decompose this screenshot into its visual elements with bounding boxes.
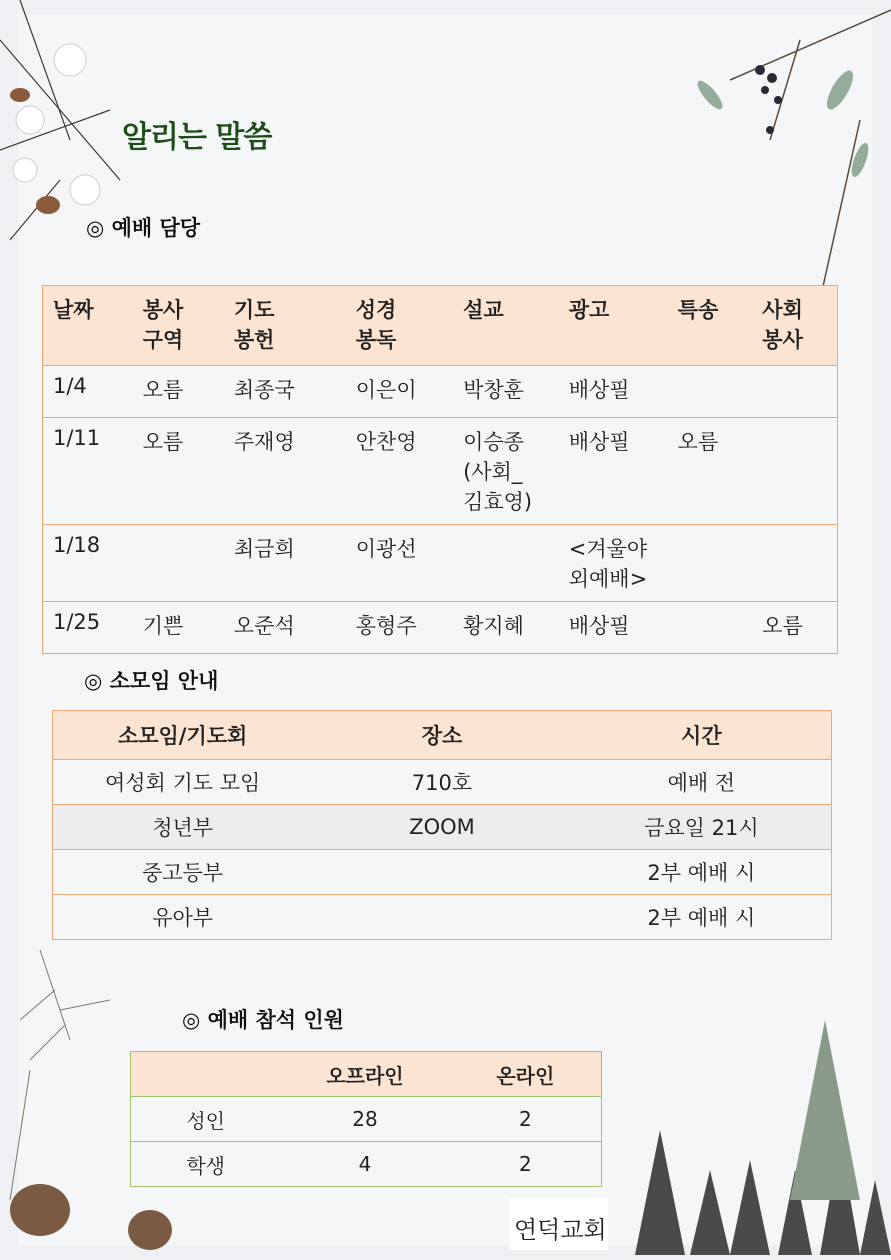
- table-cell: 2부 예배 시: [572, 895, 832, 940]
- table-cell: 2: [450, 1142, 602, 1187]
- column-header: 날짜: [43, 286, 133, 366]
- table-row: [131, 1097, 602, 1142]
- table-row: [53, 760, 832, 805]
- small-groups-table: [52, 710, 832, 940]
- small-groups-heading: ◎ 소모임 안내: [84, 669, 219, 693]
- table-cell: 배상필: [559, 602, 668, 654]
- table-cell: 홍형주: [346, 602, 453, 654]
- table-cell: 박창훈: [453, 366, 559, 418]
- table-cell: 1/11: [43, 418, 133, 525]
- page-title: 알리는 말씀: [122, 120, 272, 155]
- table-cell: 이승종 (사회_ 김효영): [453, 418, 559, 525]
- worship-duty-heading: ◎ 예배 담당: [86, 216, 201, 240]
- pine-trees-icon: [620, 1020, 891, 1260]
- table-cell: [312, 895, 571, 940]
- column-header: 소모임/기도회: [53, 711, 313, 760]
- table-cell: [668, 602, 753, 654]
- berry-branch-icon: [660, 0, 891, 300]
- table-cell: [668, 525, 753, 602]
- table-cell: 오름: [752, 602, 837, 654]
- header-row: [43, 286, 838, 366]
- attendance-table: [130, 1051, 602, 1187]
- column-header: 봉사 구역: [133, 286, 224, 366]
- table-row: [53, 805, 832, 850]
- table-cell: 오름: [133, 366, 224, 418]
- table-cell: 이광선: [346, 525, 453, 602]
- column-header: 성경 봉독: [346, 286, 453, 366]
- table-cell: 안찬영: [346, 418, 453, 525]
- table-cell: 이은이: [346, 366, 453, 418]
- table-cell: 황지혜: [453, 602, 559, 654]
- column-header: 광고: [559, 286, 668, 366]
- table-cell: [312, 850, 571, 895]
- table-cell: 최금희: [224, 525, 346, 602]
- table-cell: 오름: [668, 418, 753, 525]
- table-cell: ZOOM: [312, 805, 571, 850]
- column-header: 온라인: [450, 1052, 602, 1097]
- table-cell: [668, 366, 753, 418]
- table-cell: [752, 418, 837, 525]
- table-cell: 4: [280, 1142, 449, 1187]
- table-cell: 2: [450, 1097, 602, 1142]
- table-cell: 1/18: [43, 525, 133, 602]
- table-cell: 배상필: [559, 366, 668, 418]
- table-row: [43, 418, 838, 525]
- table-cell: 1/4: [43, 366, 133, 418]
- table-cell: 710호: [312, 760, 571, 805]
- table-cell: 유아부: [53, 895, 313, 940]
- logo-text: 연덕교회: [514, 1216, 607, 1244]
- column-header: 특송: [668, 286, 753, 366]
- table-cell: 배상필: [559, 418, 668, 525]
- church-logo: [510, 1198, 608, 1250]
- table-row: [43, 602, 838, 654]
- table-cell: 여성회 기도 모임: [53, 760, 313, 805]
- table-row: [43, 525, 838, 602]
- header-row: [53, 711, 832, 760]
- table-cell: 중고등부: [53, 850, 313, 895]
- column-header: 사회 봉사: [752, 286, 837, 366]
- table-cell: 2부 예배 시: [572, 850, 832, 895]
- table-row: [43, 366, 838, 418]
- column-header: 시간: [572, 711, 832, 760]
- table-cell: 성인: [131, 1097, 281, 1142]
- table-row: [131, 1142, 602, 1187]
- table-cell: <겨울야외예배>: [559, 525, 668, 602]
- worship-duty-table: [42, 285, 838, 654]
- table-cell: [133, 525, 224, 602]
- table-cell: [752, 366, 837, 418]
- table-row: [53, 850, 832, 895]
- table-cell: 오름: [133, 418, 224, 525]
- table-cell: 최종국: [224, 366, 346, 418]
- column-header: 설교: [453, 286, 559, 366]
- table-cell: 청년부: [53, 805, 313, 850]
- table-cell: 주재영: [224, 418, 346, 525]
- column-header: [131, 1052, 281, 1097]
- table-cell: 예배 전: [572, 760, 832, 805]
- column-header: 오프라인: [280, 1052, 449, 1097]
- table-cell: 오준석: [224, 602, 346, 654]
- column-header: 장소: [312, 711, 571, 760]
- table-cell: [453, 525, 559, 602]
- table-cell: 학생: [131, 1142, 281, 1187]
- attendance-heading: ◎ 예배 참석 인원: [182, 1008, 344, 1032]
- table-row: [53, 895, 832, 940]
- table-cell: 금요일 21시: [572, 805, 832, 850]
- column-header: 기도 봉헌: [224, 286, 346, 366]
- table-cell: 28: [280, 1097, 449, 1142]
- header-row: [131, 1052, 602, 1097]
- table-cell: 기쁜: [133, 602, 224, 654]
- table-cell: [752, 525, 837, 602]
- table-cell: 1/25: [43, 602, 133, 654]
